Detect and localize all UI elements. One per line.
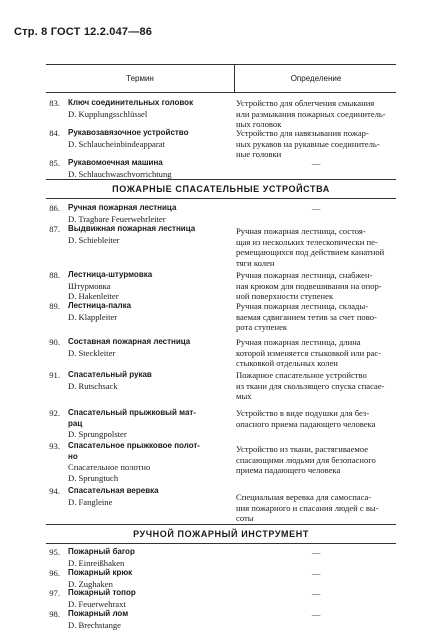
column-divider xyxy=(234,65,235,92)
german-equivalent: D. Feuerwehraxt xyxy=(68,599,126,609)
section-title: РУЧНОЙ ПОЖАРНЫЙ ИНСТРУМЕНТ xyxy=(133,529,309,539)
german-equivalent: D. Brechstange xyxy=(68,620,121,630)
section-divider xyxy=(46,179,396,180)
page-header: Стр. 8 ГОСТ 12.2.047—86 xyxy=(14,26,153,38)
section-title: ПОЖАРНЫЕ СПАСАТЕЛЬНЫЕ УСТРОЙСТВА xyxy=(112,184,330,194)
terms-table: Термин Определение 83. Ключ соединительных головок D. Kupplungsschlüssel Устройство для облегчения смыкания или размыкания пожарных соединитель- ных головок 84. Рукавозавязочное устройство D. Schlaucheinbindeapparat Устройство для навязывания пожар- ных рукавов на рукавные соединитель- ные головки 85. Рукавомоечная машина D. Schlauchwaschvorrichtung — ПОЖАРНЫЕ СПАСАТЕЛЬНЫЕ УСТРОЙСТВА 86. Ручная пожарная лестница D. Tragbare Feuerwehrleiter — 87. Выдвижная пожарная лестница D. Schiebleiter Ручная пожарная лестница, состоя- щая из нескольких телескопически пе- ремещающихся под действием канатной тяги колен 88. Лестница-штурмовка Штурмовка D. Hakenleiter Ручная пожарная лестница, снабжен- ная крюком для подвешивания на опор- ной поверхности ступенек 89. Лестница-палка D. Klappleiter Ручная пожарная лестница, склады- ваемая сдвиганием тетив за счет пово- рота ступенек 90. Составная пожарная лестница D. Steckleiter Ручная пожарная лестница, длина которой изменяется стыковкой или рас- стыковкой отдельных колен 91. Спасательный рукав D. Rutschsack Пожарное спасательное устройство из ткани для скользящего спуска спасае- мых 92. Спасательный прыжковый мат- рац D. Sprungpolster Устройство в виде подушки для без- опасного приема падающего человека 93. Спасательное прыжковое полот- но Спасательное полотно D. Sprungtuch Устройство из ткани, растягиваемое спасающими людьми для безопасного приема падающего человека 94. Спасательная веревка D. Fangleine Специальная веревка для самоспаса- ния пожарного и спасания людей с вы- соты РУЧНОЙ ПОЖАРНЫЙ ИНСТРУМЕНТ 95. Пожарный багор D. Einreißhaken — 96. Пожарный крюк D. Zughaken — xyxy=(46,64,396,603)
column-header-definition: Определение xyxy=(290,74,342,83)
section-divider xyxy=(46,198,396,199)
table-header xyxy=(46,65,396,93)
section-divider xyxy=(46,524,396,525)
column-header-term: Термин xyxy=(126,74,154,83)
section-divider xyxy=(46,543,396,544)
